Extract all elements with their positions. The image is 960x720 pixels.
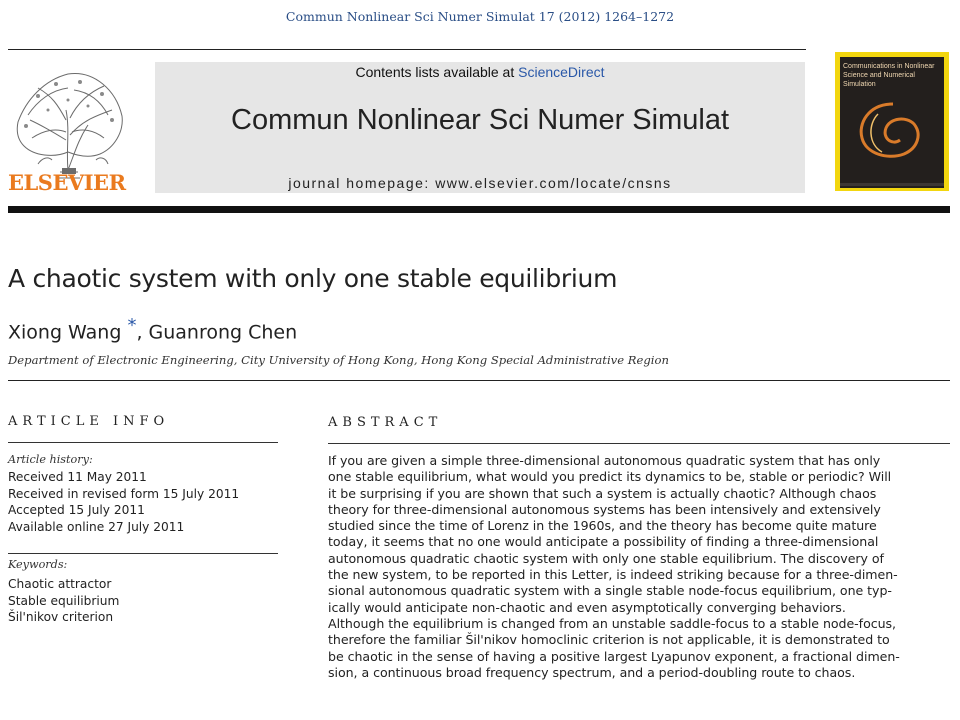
cover-footer-bar bbox=[840, 183, 944, 186]
keyword-item[interactable]: Chaotic attractor bbox=[8, 577, 112, 591]
author-list bbox=[8, 315, 297, 343]
abstract-heading: ABSTRACT bbox=[328, 415, 443, 430]
sciencedirect-link[interactable]: ScienceDirect bbox=[518, 64, 605, 80]
divider bbox=[8, 380, 950, 381]
divider bbox=[328, 443, 950, 444]
divider bbox=[8, 553, 278, 554]
abstract-line: sional autonomous quadratic system with a single stable node-focus equilibrium, one typ- bbox=[328, 583, 892, 599]
abstract-line: one stable equilibrium, what would you predict its dynamics to be, stable or periodic? Will bbox=[328, 469, 892, 485]
publisher-name: ELSEVIER bbox=[8, 170, 126, 195]
history-item: Received in revised form 15 July 2011 bbox=[8, 486, 240, 501]
history-item: Available online 27 July 2011 bbox=[8, 519, 185, 534]
abstract-text bbox=[328, 453, 950, 681]
affiliation: Department of Electronic Engineering, City University of Hong Kong, Hong Kong Special Administrative Region bbox=[8, 353, 669, 367]
abstract-line: therefore the familiar Šil'nikov homoclinic criterion is not applicable, it is demonstrated to bbox=[328, 632, 890, 648]
article-info-heading: ARTICLE INFO bbox=[8, 414, 170, 429]
keywords-list bbox=[8, 576, 119, 626]
keyword-item[interactable]: Stable equilibrium bbox=[8, 593, 120, 608]
article-title: A chaotic system with only one stable equilibrium bbox=[8, 264, 618, 293]
abstract-line: it be surprising if you are shown that such a system is actually chaotic? Although chaos bbox=[328, 485, 877, 501]
abstract-line: the new system, to be reported in this Letter, is indeed striking because for a three-dimen- bbox=[328, 567, 898, 583]
journal-name: Commun Nonlinear Sci Numer Simulat bbox=[231, 104, 729, 136]
abstract-line: If you are given a simple three-dimensional autonomous quadratic system that has only bbox=[328, 453, 881, 468]
abstract-line: theory for three-dimensional autonomous systems has been intensively and extensively bbox=[328, 501, 881, 517]
corresponding-author-mark[interactable]: * bbox=[127, 315, 137, 336]
author-name[interactable]: Xiong Wang bbox=[8, 321, 122, 344]
abstract-line: studied since the time of Lorenz in the 1960s, and the theory has become quite mature bbox=[328, 518, 877, 534]
divider bbox=[8, 49, 806, 50]
journal-homepage-link[interactable]: journal homepage: www.elsevier.com/locate/cnsns bbox=[288, 175, 672, 191]
abstract-line: sion, a continuous broad frequency spectrum, and a period-doubling route to chaos. bbox=[328, 664, 856, 680]
cover-spiral-graphic bbox=[848, 94, 938, 168]
abstract-line: ically would anticipate non-chaotic and even asymptotically converging behaviors. bbox=[328, 599, 846, 615]
history-item: Received 11 May 2011 bbox=[8, 470, 147, 484]
history-item: Accepted 15 July 2011 bbox=[8, 503, 145, 517]
journal-cover-title: Communications in Nonlinear Science and Numerical Simulation bbox=[843, 63, 935, 88]
header-divider bbox=[8, 206, 950, 213]
keywords-label: Keywords: bbox=[8, 558, 68, 571]
author-name[interactable]: , Guanrong Chen bbox=[136, 321, 298, 344]
abstract-line: be chaotic in the sense of having a positive largest Lyapunov exponent, a fractional dimen- bbox=[328, 648, 900, 664]
article-history-label: Article history: bbox=[8, 453, 93, 466]
contents-line bbox=[155, 64, 805, 80]
abstract-line: autonomous quadratic chaotic system with only one stable equilibrium. The discovery of bbox=[328, 550, 884, 566]
contents-prefix: Contents lists available at bbox=[355, 64, 519, 80]
abstract-line: Although the equilibrium is changed from an unstable saddle-focus to a stable node-focus, bbox=[328, 615, 896, 631]
abstract-line: today, it seems that no one would anticipate a possibility of finding a three-dimensional bbox=[328, 534, 879, 550]
divider bbox=[8, 442, 278, 443]
journal-citation[interactable]: Commun Nonlinear Sci Numer Simulat 17 (2012) 1264–1272 bbox=[285, 9, 675, 24]
article-history-list bbox=[8, 469, 239, 535]
keyword-item[interactable]: Šil'nikov criterion bbox=[8, 610, 114, 624]
